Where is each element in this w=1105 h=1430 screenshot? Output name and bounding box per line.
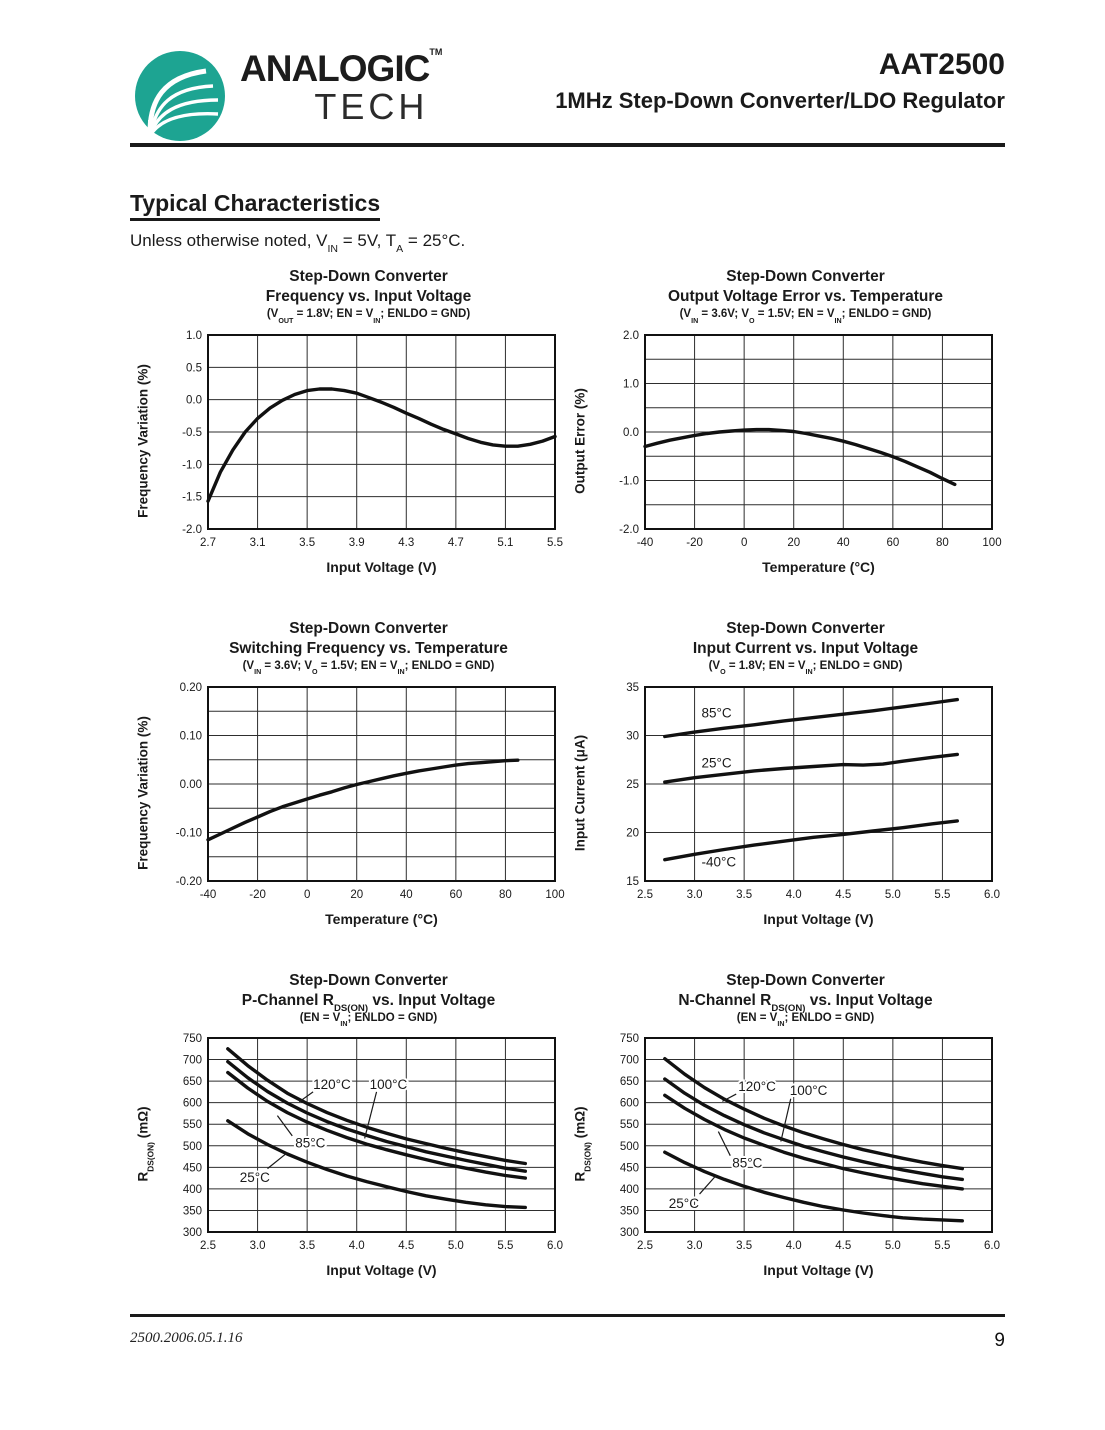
x-axis-label: Temperature (°C) <box>762 558 875 575</box>
y-axis-label: Frequency Variation (%) <box>135 715 151 870</box>
svg-text:40: 40 <box>399 888 413 901</box>
curve-label: -40°C <box>701 854 737 870</box>
svg-text:0: 0 <box>740 536 748 549</box>
svg-text:25: 25 <box>626 778 639 791</box>
brand-name-text: ANALOGIC <box>240 48 430 89</box>
svg-text:15: 15 <box>626 875 639 888</box>
curve-label: 85°C <box>295 1135 326 1151</box>
page-number: 9 <box>994 1330 1005 1351</box>
svg-text:6.0: 6.0 <box>984 888 1000 901</box>
svg-text:350: 350 <box>619 1205 639 1218</box>
svg-text:550: 550 <box>182 1119 202 1132</box>
series-frequency-variation <box>208 760 518 840</box>
svg-text:100: 100 <box>982 536 1002 549</box>
svg-text:6.0: 6.0 <box>547 1240 563 1253</box>
svg-text:-2.0: -2.0 <box>619 523 639 536</box>
chart-switching-frequency-vs-temperature <box>130 619 567 927</box>
svg-text:500: 500 <box>182 1141 202 1154</box>
svg-text:700: 700 <box>182 1054 202 1067</box>
document-subtitle: 1MHz Step-Down Converter/LDO Regulator <box>555 88 1005 113</box>
page-header <box>130 0 1005 146</box>
svg-text:0.10: 0.10 <box>179 730 202 743</box>
y-axis-label: $R_{DS(ON)}$ (mΩ) <box>135 1106 156 1182</box>
series-frequency-variation <box>208 389 555 501</box>
x-axis-label: Input Voltage (V) <box>763 1262 874 1279</box>
chart-title <box>567 971 1004 1014</box>
svg-text:5.0: 5.0 <box>884 888 901 901</box>
svg-text:2.7: 2.7 <box>200 536 216 549</box>
brand-name <box>240 47 443 89</box>
chart-title <box>130 619 567 659</box>
chart-canvas <box>593 327 1004 555</box>
svg-text:3.5: 3.5 <box>299 536 316 549</box>
y-axis-label: $R_{DS(ON)}$ (mΩ) <box>572 1106 593 1182</box>
svg-text:2.5: 2.5 <box>637 888 653 901</box>
chart-pchannel-rdson-vs-input-voltage <box>130 971 567 1279</box>
svg-text:0.0: 0.0 <box>623 426 639 439</box>
chart-conditions: ($V_{OUT} = 1.8V$; EN = $V_{IN}$; ENLDO = GND) <box>266 308 471 325</box>
chart-frequency-vs-input-voltage <box>130 267 567 575</box>
x-axis-label: Temperature (°C) <box>325 910 438 927</box>
svg-text:300: 300 <box>619 1227 639 1240</box>
svg-text:20: 20 <box>350 888 364 901</box>
svg-text:750: 750 <box>619 1033 639 1046</box>
chart-conditions: ($V_{IN} = 3.6V$; $V_O = 1.5V$; EN = $V_{IN}$; ENLDO = GND) <box>242 660 495 677</box>
svg-text:3.5: 3.5 <box>736 888 753 901</box>
curve-label: 25°C <box>239 1170 270 1186</box>
brand-name-line2: TECH <box>314 86 429 127</box>
chart-title-line2: Switching Frequency vs. Temperature <box>229 639 508 657</box>
svg-text:-0.10: -0.10 <box>175 827 202 840</box>
svg-text:5.5: 5.5 <box>497 1240 514 1253</box>
svg-text:-40: -40 <box>636 536 654 549</box>
svg-text:80: 80 <box>499 888 512 901</box>
svg-text:400: 400 <box>619 1184 639 1197</box>
svg-text:4.7: 4.7 <box>447 536 464 549</box>
svg-text:5.5: 5.5 <box>547 536 563 549</box>
curve-label: 85°C <box>732 1155 763 1171</box>
chart-title-line2: Output Voltage Error vs. Temperature <box>667 288 944 306</box>
curve-label: 25°C <box>668 1196 699 1212</box>
header-divider <box>130 143 1005 147</box>
curve-label: 25°C <box>701 755 732 771</box>
svg-text:5.0: 5.0 <box>884 1240 901 1253</box>
svg-text:60: 60 <box>449 888 463 901</box>
svg-text:35: 35 <box>626 681 639 694</box>
svg-text:0.00: 0.00 <box>179 778 202 791</box>
chart-conditions: ($EN = V_{IN}$; ENLDO = GND) <box>299 1011 438 1029</box>
svg-text:20: 20 <box>787 536 801 549</box>
svg-text:-20: -20 <box>249 888 266 901</box>
svg-text:-40: -40 <box>199 888 217 901</box>
svg-text:450: 450 <box>619 1162 639 1175</box>
svg-text:4.5: 4.5 <box>835 888 852 901</box>
svg-text:700: 700 <box>619 1054 639 1067</box>
svg-text:4.0: 4.0 <box>348 1240 365 1253</box>
svg-text:30: 30 <box>626 730 639 743</box>
svg-text:5.5: 5.5 <box>934 1240 951 1253</box>
curve-label: 100°C <box>369 1077 408 1093</box>
svg-text:4.3: 4.3 <box>398 536 415 549</box>
chart-title-line1: Step-Down Converter <box>289 971 448 989</box>
svg-text:300: 300 <box>182 1227 202 1240</box>
svg-text:-1.5: -1.5 <box>182 491 202 504</box>
chart-canvas <box>156 1030 567 1258</box>
header-right <box>555 48 1005 114</box>
svg-text:0.5: 0.5 <box>186 362 202 375</box>
series-120°C <box>665 1059 963 1169</box>
chart-title-line2: Frequency vs. Input Voltage <box>265 288 472 306</box>
analogictech-leaf-logo-icon <box>130 50 234 142</box>
svg-text:2.5: 2.5 <box>200 1240 216 1253</box>
svg-text:-0.5: -0.5 <box>182 426 202 439</box>
svg-text:500: 500 <box>619 1141 639 1154</box>
svg-text:40: 40 <box>836 536 850 549</box>
svg-text:4.5: 4.5 <box>398 1240 415 1253</box>
svg-text:1.0: 1.0 <box>186 329 202 342</box>
charts-grid <box>130 267 1005 1278</box>
svg-text:2.0: 2.0 <box>623 329 639 342</box>
svg-text:750: 750 <box>182 1033 202 1046</box>
y-axis-label: Frequency Variation (%) <box>135 363 151 518</box>
part-number: AAT2500 <box>878 48 1005 81</box>
chart-output-voltage-error-vs-temperature <box>567 267 1004 575</box>
svg-text:600: 600 <box>619 1098 639 1111</box>
x-axis-label: Input Voltage (V) <box>763 910 874 927</box>
svg-text:5.5: 5.5 <box>934 888 951 901</box>
svg-text:3.0: 3.0 <box>249 1240 266 1253</box>
chart-title <box>130 267 567 307</box>
chart-title-line2: N-Channel $R_{DS(ON)}$ vs. Input Voltage <box>678 991 933 1014</box>
section-note: Unless otherwise noted, $V_{IN} = 5V$, $T_A = 25^\circ C$. <box>130 231 466 256</box>
curve-label: 100°C <box>789 1083 828 1099</box>
chart-title <box>130 971 567 1014</box>
svg-text:5.1: 5.1 <box>497 536 514 549</box>
svg-text:400: 400 <box>182 1184 202 1197</box>
page-footer <box>130 1330 1005 1352</box>
svg-text:20: 20 <box>626 827 639 840</box>
chart-title-line1: Step-Down Converter <box>289 268 448 285</box>
x-axis-label: Input Voltage (V) <box>326 558 437 575</box>
svg-text:5.0: 5.0 <box>447 1240 464 1253</box>
svg-text:3.9: 3.9 <box>348 536 365 549</box>
trademark-symbol: TM <box>429 47 443 57</box>
chart-title <box>567 267 1004 307</box>
svg-text:6.0: 6.0 <box>984 1240 1000 1253</box>
svg-text:650: 650 <box>619 1076 639 1089</box>
y-axis-label: Output Error (%) <box>572 387 588 494</box>
chart-title-line1: Step-Down Converter <box>726 619 885 637</box>
chart-canvas <box>593 679 1004 907</box>
svg-text:-20: -20 <box>686 536 703 549</box>
chart-title-line2: Input Current vs. Input Voltage <box>692 639 919 657</box>
svg-text:1.0: 1.0 <box>623 378 639 391</box>
series-output-error <box>645 429 955 484</box>
footer-divider <box>130 1314 1005 1317</box>
svg-text:3.0: 3.0 <box>686 888 703 901</box>
svg-text:350: 350 <box>182 1205 202 1218</box>
chart-title-line1: Step-Down Converter <box>726 268 885 285</box>
svg-text:4.0: 4.0 <box>785 1240 802 1253</box>
svg-text:650: 650 <box>182 1076 202 1089</box>
svg-text:60: 60 <box>886 536 900 549</box>
chart-input-current-vs-input-voltage <box>567 619 1004 927</box>
svg-text:600: 600 <box>182 1098 202 1111</box>
chart-conditions: ($V_{IN} = 3.6V$; $V_O = 1.5V$; EN = $V_{IN}$; ENLDO = GND) <box>679 308 932 325</box>
curve-label: 85°C <box>701 705 732 721</box>
chart-conditions: ($EN = V_{IN}$; ENLDO = GND) <box>736 1011 875 1029</box>
svg-text:3.1: 3.1 <box>249 536 266 549</box>
svg-text:3.0: 3.0 <box>686 1240 703 1253</box>
svg-text:-2.0: -2.0 <box>182 523 202 536</box>
svg-text:550: 550 <box>619 1119 639 1132</box>
chart-title-line1: Step-Down Converter <box>726 971 885 989</box>
svg-text:-1.0: -1.0 <box>182 459 202 472</box>
chart-canvas <box>156 679 567 907</box>
svg-text:2.5: 2.5 <box>637 1240 653 1253</box>
svg-text:3.5: 3.5 <box>736 1240 753 1253</box>
svg-text:80: 80 <box>936 536 949 549</box>
document-id: 2500.2006.05.1.16 <box>130 1330 243 1346</box>
svg-text:4.0: 4.0 <box>785 888 802 901</box>
svg-text:-0.20: -0.20 <box>175 875 202 888</box>
svg-text:-1.0: -1.0 <box>619 475 639 488</box>
chart-nchannel-rdson-vs-input-voltage <box>567 971 1004 1279</box>
curve-label: 120°C <box>738 1079 776 1095</box>
chart-title-line2: P-Channel $R_{DS(ON)}$ vs. Input Voltage <box>241 991 496 1014</box>
section-title: Typical Characteristics <box>130 190 380 221</box>
x-axis-label: Input Voltage (V) <box>326 1262 437 1279</box>
y-axis-label: Input Current (μA) <box>572 734 588 851</box>
brand-wordmark <box>240 47 443 127</box>
chart-canvas <box>156 327 567 555</box>
curve-label: 120°C <box>313 1077 351 1093</box>
svg-text:4.5: 4.5 <box>835 1240 852 1253</box>
chart-canvas <box>593 1030 1004 1258</box>
svg-text:100: 100 <box>545 888 565 901</box>
brand-block <box>130 47 443 142</box>
svg-text:450: 450 <box>182 1162 202 1175</box>
svg-text:3.5: 3.5 <box>299 1240 316 1253</box>
svg-text:0.20: 0.20 <box>179 681 202 694</box>
chart-title-line1: Step-Down Converter <box>289 619 448 637</box>
svg-text:0: 0 <box>303 888 311 901</box>
chart-conditions: ($V_O = 1.8V$; EN = $V_{IN}$; ENLDO = GND) <box>708 660 903 677</box>
chart-title <box>567 619 1004 659</box>
svg-text:0.0: 0.0 <box>186 394 202 407</box>
